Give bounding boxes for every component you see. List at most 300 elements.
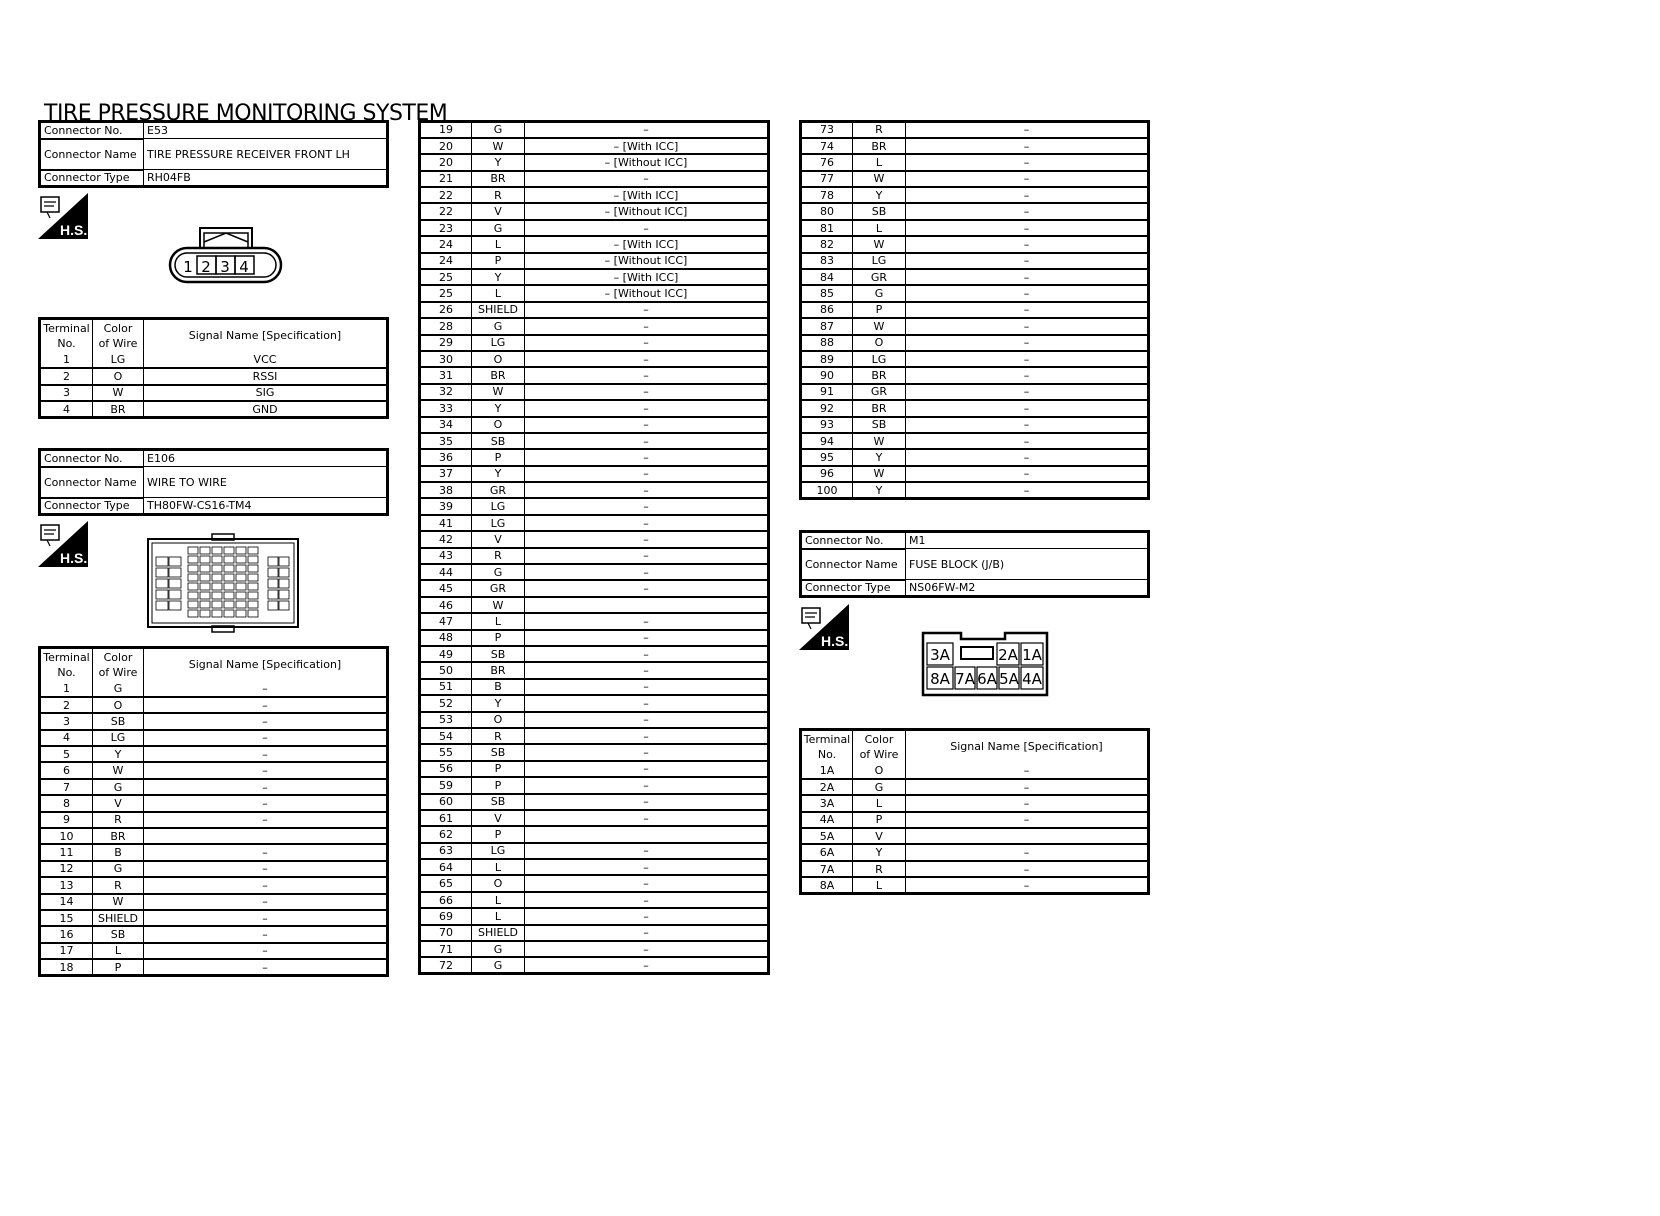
signal-name-cell (144, 828, 388, 844)
wire-color-cell: O (93, 368, 144, 385)
signal-name-cell: – (525, 777, 769, 793)
table-row (801, 187, 1149, 203)
wire-color-cell: V (853, 828, 906, 844)
wire-color-cell: W (93, 894, 144, 910)
terminal-no-cell: 90 (801, 367, 853, 383)
wire-color-cell: G (472, 941, 525, 957)
signal-name-cell: – [Without ICC] (525, 154, 769, 170)
terminal-no-cell: 62 (420, 826, 472, 842)
wire-color-cell: G (472, 318, 525, 334)
table-row (801, 877, 1149, 893)
wire-color-cell: O (472, 712, 525, 728)
wire-color-cell: GR (853, 269, 906, 285)
wire-color-cell: Y (853, 449, 906, 465)
label-connector-no: Connector No. (40, 450, 144, 467)
wire-color-cell: Y (472, 400, 525, 416)
terminal-no-cell: 56 (420, 761, 472, 777)
pin-7a: 7A (955, 670, 975, 688)
wire-color-cell: L (472, 613, 525, 629)
signal-name-cell: – (906, 861, 1149, 877)
terminal-no-cell: 10 (40, 828, 93, 844)
table-row (420, 597, 769, 613)
table-row (420, 122, 769, 138)
signal-name-cell: – (144, 779, 388, 795)
pin-2a: 2A (998, 646, 1018, 664)
wire-color-cell: P (472, 777, 525, 793)
signal-name-cell: – (525, 367, 769, 383)
terminal-no-cell: 55 (420, 744, 472, 760)
table-row (801, 449, 1149, 465)
table-row (420, 285, 769, 301)
table-row (801, 318, 1149, 334)
wire-color-cell: G (93, 779, 144, 795)
signal-name-cell: – (144, 877, 388, 893)
signal-name-cell: – (525, 515, 769, 531)
wire-color-cell: LG (472, 515, 525, 531)
header-terminal-no: Terminal No. (40, 319, 93, 352)
wire-color-cell: L (853, 877, 906, 893)
signal-name-cell: – [Without ICC] (525, 285, 769, 301)
signal-name-cell: – (525, 171, 769, 187)
terminal-no-cell: 60 (420, 794, 472, 810)
terminal-no-cell: 3 (40, 385, 93, 402)
wire-color-cell: BR (93, 401, 144, 418)
terminal-no-cell: 66 (420, 892, 472, 908)
terminal-no-cell: 42 (420, 531, 472, 547)
table-row (40, 368, 388, 385)
signal-name-cell: – (906, 351, 1149, 367)
signal-name-cell: – (906, 122, 1149, 138)
wire-color-cell: Y (853, 482, 906, 498)
wire-color-cell: W (853, 433, 906, 449)
signal-name-cell: – [Without ICC] (525, 253, 769, 269)
connector-name-value: FUSE BLOCK (J/B) (906, 549, 1149, 580)
wire-color-cell: BR (472, 171, 525, 187)
terminal-no-cell: 4 (40, 730, 93, 746)
signal-name-cell: – (906, 220, 1149, 236)
wire-color-cell: Y (93, 746, 144, 762)
signal-name-cell: – (906, 302, 1149, 318)
label-connector-type: Connector Type (801, 580, 906, 597)
wire-color-cell: SB (853, 203, 906, 219)
signal-name-cell: – (525, 892, 769, 908)
terminal-no-cell: 22 (420, 187, 472, 203)
terminal-no-cell: 2A (801, 779, 853, 795)
terminal-no-cell: 7A (801, 861, 853, 877)
wire-color-cell: W (93, 762, 144, 778)
signal-name-cell (525, 826, 769, 842)
table-row (40, 828, 388, 844)
wire-color-cell: V (93, 795, 144, 811)
table-row (420, 515, 769, 531)
wire-color-cell: P (472, 449, 525, 465)
wire-color-cell: V (472, 531, 525, 547)
table-row (801, 400, 1149, 416)
signal-name-cell: – (906, 779, 1149, 795)
table-row (420, 613, 769, 629)
table-row (420, 580, 769, 596)
table-row (420, 646, 769, 662)
wire-color-cell: O (853, 335, 906, 351)
terminal-no-cell: 43 (420, 548, 472, 564)
terminal-no-cell: 65 (420, 875, 472, 891)
table-row (420, 400, 769, 416)
wire-color-cell: B (93, 844, 144, 860)
terminal-table-e106 (38, 646, 389, 977)
wire-color-cell: P (472, 630, 525, 646)
signal-name-cell: – (525, 335, 769, 351)
connector-no-value: E106 (144, 450, 388, 467)
terminal-no-cell: 4A (801, 812, 853, 828)
connector-type-value: NS06FW-M2 (906, 580, 1149, 597)
wire-color-cell: W (853, 236, 906, 252)
table-row (40, 812, 388, 828)
table-row (420, 843, 769, 859)
table-row (420, 810, 769, 826)
terminal-no-cell: 91 (801, 384, 853, 400)
table-row (420, 351, 769, 367)
table-row (420, 335, 769, 351)
terminal-no-cell: 78 (801, 187, 853, 203)
terminal-no-cell: 33 (420, 400, 472, 416)
wire-color-cell: G (472, 220, 525, 236)
terminal-no-cell: 50 (420, 662, 472, 678)
signal-name-cell: – (144, 959, 388, 975)
signal-name-cell: – [With ICC] (525, 138, 769, 154)
terminal-no-cell: 93 (801, 417, 853, 433)
wire-color-cell: SHIELD (93, 910, 144, 926)
terminal-no-cell: 8 (40, 795, 93, 811)
terminal-table-e106-continued-2 (799, 120, 1150, 500)
table-row (40, 943, 388, 959)
signal-name-cell: – (144, 894, 388, 910)
table-row (40, 926, 388, 942)
signal-name-cell: – (144, 762, 388, 778)
wire-color-cell: LG (853, 253, 906, 269)
signal-name-cell: – (525, 498, 769, 514)
terminal-no-cell: 13 (40, 877, 93, 893)
signal-name-cell: – (525, 417, 769, 433)
table-row (40, 762, 388, 778)
table-row (40, 795, 388, 811)
label-connector-name: Connector Name (801, 549, 906, 580)
signal-name-cell: – (906, 138, 1149, 154)
table-row (420, 531, 769, 547)
signal-name-cell: – (144, 730, 388, 746)
wire-color-cell: BR (853, 400, 906, 416)
table-row (801, 844, 1149, 860)
terminal-no-cell: 35 (420, 433, 472, 449)
wire-color-cell: LG (472, 843, 525, 859)
terminal-no-cell: 63 (420, 843, 472, 859)
table-row (40, 894, 388, 910)
signal-name-cell: – (525, 466, 769, 482)
wire-color-cell: W (853, 171, 906, 187)
signal-name-cell: – (906, 812, 1149, 828)
table-row (801, 779, 1149, 795)
wire-color-cell: L (472, 908, 525, 924)
table-row (40, 959, 388, 975)
table-row (40, 352, 388, 369)
signal-name-cell: – [With ICC] (525, 269, 769, 285)
pin-1: 1 (183, 258, 193, 276)
table-row (420, 482, 769, 498)
wire-color-cell: SHIELD (472, 925, 525, 941)
pin-1a: 1A (1022, 646, 1042, 664)
table-row (801, 171, 1149, 187)
terminal-no-cell: 18 (40, 959, 93, 975)
wire-color-cell: Y (472, 466, 525, 482)
signal-name-cell: – (906, 171, 1149, 187)
table-row (40, 385, 388, 402)
table-row (420, 564, 769, 580)
wire-color-cell: SB (853, 417, 906, 433)
signal-name-cell: – (525, 679, 769, 695)
connector-m1-face-icon (921, 631, 1049, 697)
signal-name-cell: – (906, 417, 1149, 433)
table-row (420, 466, 769, 482)
wire-color-cell: P (472, 253, 525, 269)
table-row (420, 859, 769, 875)
wire-color-cell: GR (853, 384, 906, 400)
table-row (40, 910, 388, 926)
terminal-no-cell: 11 (40, 844, 93, 860)
signal-name-cell: – (525, 580, 769, 596)
terminal-no-cell: 100 (801, 482, 853, 498)
terminal-no-cell: 21 (420, 171, 472, 187)
terminal-no-cell: 24 (420, 253, 472, 269)
wire-color-cell: L (93, 943, 144, 959)
signal-name-cell: – (144, 861, 388, 877)
wire-color-cell: BR (472, 662, 525, 678)
label-connector-no: Connector No. (40, 122, 144, 139)
table-row (40, 779, 388, 795)
terminal-no-cell: 69 (420, 908, 472, 924)
terminal-no-cell: 9 (40, 812, 93, 828)
table-row (420, 679, 769, 695)
wire-color-cell: P (853, 302, 906, 318)
connector-e106-face-icon (146, 533, 300, 633)
wire-color-cell: R (853, 861, 906, 877)
pin-8a: 8A (930, 670, 950, 688)
terminal-no-cell: 64 (420, 859, 472, 875)
signal-name-cell: – (906, 763, 1149, 779)
terminal-no-cell: 19 (420, 122, 472, 138)
signal-name-cell: – (906, 433, 1149, 449)
wire-color-cell: G (93, 681, 144, 697)
table-row (40, 713, 388, 729)
signal-name-cell: – (906, 400, 1149, 416)
table-row (801, 482, 1149, 498)
table-row (801, 466, 1149, 482)
terminal-no-cell: 59 (420, 777, 472, 793)
table-row (420, 449, 769, 465)
wire-color-cell: G (472, 957, 525, 973)
table-row (420, 433, 769, 449)
signal-name-cell: SIG (144, 385, 388, 402)
wire-color-cell: L (472, 892, 525, 908)
table-row (420, 236, 769, 252)
table-row (801, 269, 1149, 285)
terminal-no-cell: 20 (420, 138, 472, 154)
terminal-no-cell: 1A (801, 763, 853, 779)
terminal-no-cell: 15 (40, 910, 93, 926)
signal-name-cell: – [With ICC] (525, 187, 769, 203)
header-signal-name: Signal Name [Specification] (144, 319, 388, 352)
wire-color-cell: O (853, 763, 906, 779)
terminal-no-cell: 81 (801, 220, 853, 236)
terminal-no-cell: 28 (420, 318, 472, 334)
wire-color-cell: SB (93, 713, 144, 729)
terminal-no-cell: 8A (801, 877, 853, 893)
table-row (801, 253, 1149, 269)
connector-name-value: TIRE PRESSURE RECEIVER FRONT LH (144, 139, 388, 170)
terminal-no-cell: 1 (40, 352, 93, 369)
terminal-no-cell: 25 (420, 285, 472, 301)
header-terminal-no: Terminal No. (801, 730, 853, 763)
pin-2: 2 (201, 258, 211, 276)
table-row (420, 662, 769, 678)
pin-4a: 4A (1022, 670, 1042, 688)
signal-name-cell: – (525, 302, 769, 318)
wire-color-cell: Y (472, 154, 525, 170)
signal-name-cell: – (144, 697, 388, 713)
connector-type-value: TH80FW-CS16-TM4 (144, 498, 388, 515)
signal-name-cell: – (525, 957, 769, 973)
wire-color-cell: W (472, 384, 525, 400)
signal-name-cell: – (525, 728, 769, 744)
terminal-no-cell: 52 (420, 695, 472, 711)
wire-color-cell: G (472, 122, 525, 138)
signal-name-cell: – (906, 269, 1149, 285)
hs-badge-icon (38, 193, 88, 239)
terminal-no-cell: 77 (801, 171, 853, 187)
signal-name-cell: – (906, 384, 1149, 400)
terminal-no-cell: 83 (801, 253, 853, 269)
terminal-no-cell: 24 (420, 236, 472, 252)
wire-color-cell: BR (472, 367, 525, 383)
terminal-no-cell: 89 (801, 351, 853, 367)
wire-color-cell: V (472, 203, 525, 219)
terminal-no-cell: 46 (420, 597, 472, 613)
signal-name-cell: – (525, 794, 769, 810)
table-row (420, 957, 769, 973)
signal-name-cell: – (525, 859, 769, 875)
wire-color-cell: GR (472, 580, 525, 596)
table-row (420, 302, 769, 318)
table-row (801, 302, 1149, 318)
table-row (801, 367, 1149, 383)
signal-name-cell: – (525, 662, 769, 678)
hs-badge-label: H.S. (60, 222, 88, 238)
terminal-no-cell: 38 (420, 482, 472, 498)
table-row (420, 712, 769, 728)
signal-name-cell: – (525, 384, 769, 400)
terminal-no-cell: 86 (801, 302, 853, 318)
signal-name-cell: – (906, 482, 1149, 498)
terminal-no-cell: 80 (801, 203, 853, 219)
table-row (40, 730, 388, 746)
terminal-no-cell: 47 (420, 613, 472, 629)
signal-name-cell: – (906, 318, 1149, 334)
table-row (420, 548, 769, 564)
wire-color-cell: LG (853, 351, 906, 367)
wire-color-cell: R (472, 728, 525, 744)
signal-name-cell: – (525, 318, 769, 334)
wire-color-cell: LG (472, 498, 525, 514)
table-row (420, 318, 769, 334)
connector-info-m1 (799, 530, 1150, 598)
terminal-no-cell: 87 (801, 318, 853, 334)
wire-color-cell: GR (472, 482, 525, 498)
table-row (420, 154, 769, 170)
wire-color-cell: L (853, 220, 906, 236)
wire-color-cell: Y (853, 187, 906, 203)
table-row (420, 892, 769, 908)
pin-5a: 5A (999, 670, 1019, 688)
label-connector-no: Connector No. (801, 532, 906, 549)
signal-name-cell: – (525, 941, 769, 957)
signal-name-cell: – (525, 433, 769, 449)
signal-name-cell: – (906, 449, 1149, 465)
signal-name-cell: – (525, 843, 769, 859)
table-row (801, 203, 1149, 219)
page-title: TIRE PRESSURE MONITORING SYSTEM (44, 101, 448, 126)
signal-name-cell: – (525, 351, 769, 367)
table-row (801, 795, 1149, 811)
connector-e53-face-icon (168, 226, 283, 284)
wire-color-cell: R (853, 122, 906, 138)
wire-color-cell: SHIELD (472, 302, 525, 318)
wire-color-cell: P (853, 812, 906, 828)
signal-name-cell: – (906, 795, 1149, 811)
terminal-no-cell: 7 (40, 779, 93, 795)
table-row (420, 187, 769, 203)
signal-name-cell: – (906, 203, 1149, 219)
table-row (801, 351, 1149, 367)
terminal-table-m1 (799, 728, 1150, 895)
table-row (801, 335, 1149, 351)
table-row (420, 220, 769, 236)
signal-name-cell: – [With ICC] (525, 236, 769, 252)
hs-badge-icon (38, 521, 88, 567)
header-color-of-wire: Color of Wire (93, 319, 144, 352)
pin-3: 3 (220, 258, 230, 276)
signal-name-cell: GND (144, 401, 388, 418)
signal-name-cell: VCC (144, 352, 388, 369)
table-row (801, 417, 1149, 433)
table-row (801, 220, 1149, 236)
signal-name-cell: – (525, 122, 769, 138)
table-row (420, 138, 769, 154)
terminal-no-cell: 34 (420, 417, 472, 433)
table-row (420, 761, 769, 777)
signal-name-cell: – (144, 812, 388, 828)
wire-color-cell: R (93, 877, 144, 893)
wire-color-cell: R (472, 187, 525, 203)
terminal-no-cell: 73 (801, 122, 853, 138)
terminal-no-cell: 6A (801, 844, 853, 860)
terminal-no-cell: 5 (40, 746, 93, 762)
wire-color-cell: B (472, 679, 525, 695)
wire-color-cell: SB (93, 926, 144, 942)
terminal-no-cell: 96 (801, 466, 853, 482)
wire-color-cell: R (93, 812, 144, 828)
wire-color-cell: Y (853, 844, 906, 860)
signal-name-cell: – (525, 810, 769, 826)
wire-color-cell: G (472, 564, 525, 580)
wire-color-cell: G (93, 861, 144, 877)
